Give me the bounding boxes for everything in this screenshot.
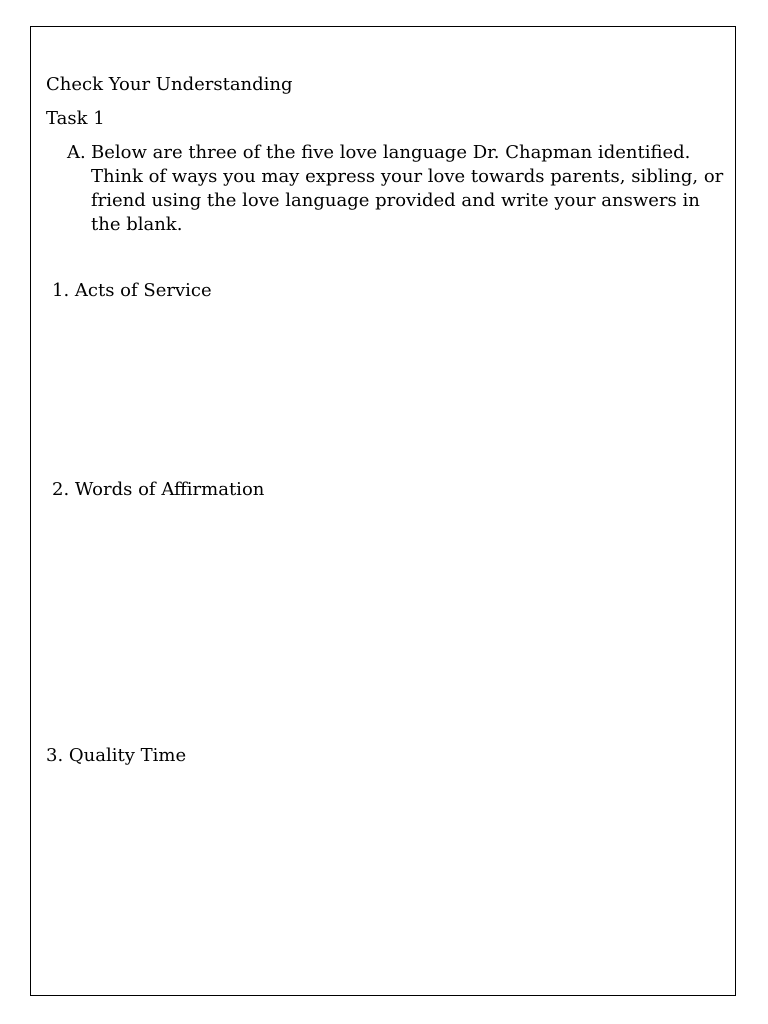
answer-blank-acts-of-service[interactable]: [46, 305, 726, 470]
item-quality-time: 3. Quality Time: [46, 745, 187, 766]
item-words-of-affirmation: 2. Words of Affirmation: [52, 479, 265, 500]
answer-blank-words-of-affirmation[interactable]: [46, 505, 726, 735]
answer-blank-quality-time[interactable]: [46, 771, 726, 986]
instruction-text: Below are three of the five love language Dr. Chapman identified. Think of ways you may express your love towards parents, sibling, or friend using the love language provided and write your answers in the blank.: [91, 142, 724, 235]
section-heading: Check Your Understanding: [46, 74, 293, 95]
instruction-block: [67, 141, 727, 237]
item-acts-of-service: 1. Acts of Service: [52, 280, 212, 301]
task-title: Task 1: [46, 108, 105, 129]
instruction-label: A.: [67, 142, 86, 163]
